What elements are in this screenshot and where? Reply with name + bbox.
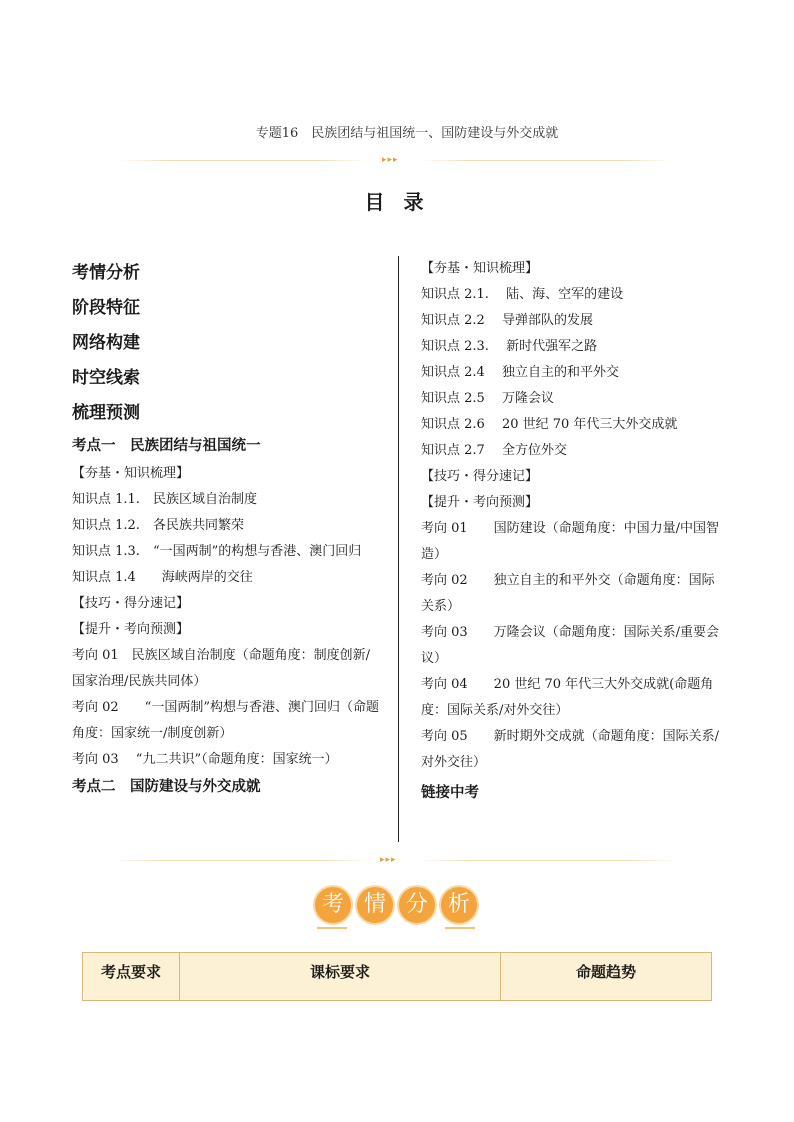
header-ornament: ▸▸▸	[382, 155, 399, 165]
banner-underline-right	[445, 927, 475, 929]
toc-entry-skills-2[interactable]: 【技巧・得分速记】	[421, 469, 539, 484]
toc-entry-direction-2-01[interactable]: 考向 01 国防建设（命题角度：中国力量/中国智造）	[421, 521, 720, 562]
toc-entry-knowledge-2[interactable]: 【夯基・知识梳理】	[421, 261, 539, 276]
toc-entry-network[interactable]: 网络构建	[72, 333, 140, 353]
toc-entry-2-6[interactable]: 知识点 2.6 20 世纪 70 年代三大外交成就	[421, 417, 678, 432]
toc-entry-1-4[interactable]: 知识点 1.4 海峡两岸的交往	[72, 570, 253, 585]
footer-ornament: ▸▸▸	[380, 855, 397, 865]
toc-entry-topic-2[interactable]: 考点二 国防建设与外交成就	[72, 779, 261, 795]
banner-char-1: 考	[313, 885, 353, 925]
section-banner-analysis	[313, 885, 481, 931]
toc-heading: 目 录	[364, 190, 430, 214]
header-exam-point: 考点要求	[83, 953, 180, 1001]
toc-entry-forecast-2[interactable]: 【提升・考向预测】	[421, 495, 539, 510]
toc-entry-1-2[interactable]: 知识点 1.2. 各民族共同繁荣	[72, 518, 244, 533]
topic-title: 专题16 民族团结与祖国统一、国防建设与外交成就	[255, 126, 559, 141]
toc-entry-direction-2-05[interactable]: 考向 05 新时期外交成就（命题角度：国际关系/对外交往）	[421, 729, 720, 770]
toc-entry-2-2[interactable]: 知识点 2.2 导弹部队的发展	[421, 313, 593, 328]
toc-entry-forecast[interactable]: 【提升・考向预测】	[72, 622, 190, 637]
column-divider	[398, 256, 399, 842]
toc-entry-direction-02[interactable]: 考向 02 “一国两制”构想与香港、澳门回归（命题角度：国家统一/制度创新）	[72, 700, 379, 741]
toc-entry-stage[interactable]: 阶段特征	[72, 298, 140, 318]
toc-entry-1-1[interactable]: 知识点 1.1. 民族区域自治制度	[72, 492, 257, 507]
toc-entry-timeline[interactable]: 时空线索	[72, 368, 140, 388]
header-trend: 命题趋势	[501, 953, 712, 1001]
toc-entry-direction-03[interactable]: 考向 03 “九二共识”（命题角度：国家统一）	[72, 752, 338, 767]
toc-entry-2-1[interactable]: 知识点 2.1. 陆、海、空军的建设	[421, 287, 624, 302]
banner-underline-left	[317, 927, 347, 929]
footer-rule-right	[420, 860, 678, 861]
toc-entry-2-5[interactable]: 知识点 2.5 万隆会议	[421, 391, 554, 406]
banner-char-3: 分	[397, 885, 437, 925]
toc-entry-direction-2-03[interactable]: 考向 03 万隆会议（命题角度：国际关系/重要会议）	[421, 625, 720, 666]
toc-right-column	[421, 256, 725, 810]
toc-entry-direction-2-04[interactable]: 考向 04 20 世纪 70 年代三大外交成就(命题角度：国际关系/对外交往）	[421, 677, 714, 718]
banner-char-2: 情	[355, 885, 395, 925]
toc-entry-skills[interactable]: 【技巧・得分速记】	[72, 596, 190, 611]
toc-entry-topic-1[interactable]: 考点一 民族团结与祖国统一	[72, 438, 261, 454]
toc-entry-direction-2-02[interactable]: 考向 02 独立自主的和平外交（命题角度：国际关系）	[421, 573, 715, 614]
toc-entry-2-7[interactable]: 知识点 2.7 全方位外交	[421, 443, 567, 458]
toc-entry-direction-01[interactable]: 考向 01 民族区域自治制度（命题角度：制度创新/国家治理/民族共同体）	[72, 648, 371, 689]
requirements-table	[82, 952, 712, 1001]
toc-left-column	[72, 256, 380, 801]
toc-entry-prediction[interactable]: 梳理预测	[72, 403, 140, 423]
toc-entry-2-3[interactable]: 知识点 2.3. 新时代强军之路	[421, 339, 598, 354]
header-curriculum: 课标要求	[180, 953, 501, 1001]
footer-rule-left	[112, 860, 370, 861]
banner-char-4: 析	[439, 885, 479, 925]
header-rule-right	[420, 160, 672, 161]
toc-entry-1-3[interactable]: 知识点 1.3. “一国两制”的构想与香港、澳门回归	[72, 544, 362, 559]
toc-entry-2-4[interactable]: 知识点 2.4 独立自主的和平外交	[421, 365, 619, 380]
table-header-row	[83, 953, 712, 1001]
toc-entry-analysis[interactable]: 考情分析	[72, 263, 140, 283]
toc-entry-knowledge[interactable]: 【夯基・知识梳理】	[72, 466, 190, 481]
header-rule-left	[118, 160, 368, 161]
toc-entry-exam-link[interactable]: 链接中考	[421, 785, 479, 801]
